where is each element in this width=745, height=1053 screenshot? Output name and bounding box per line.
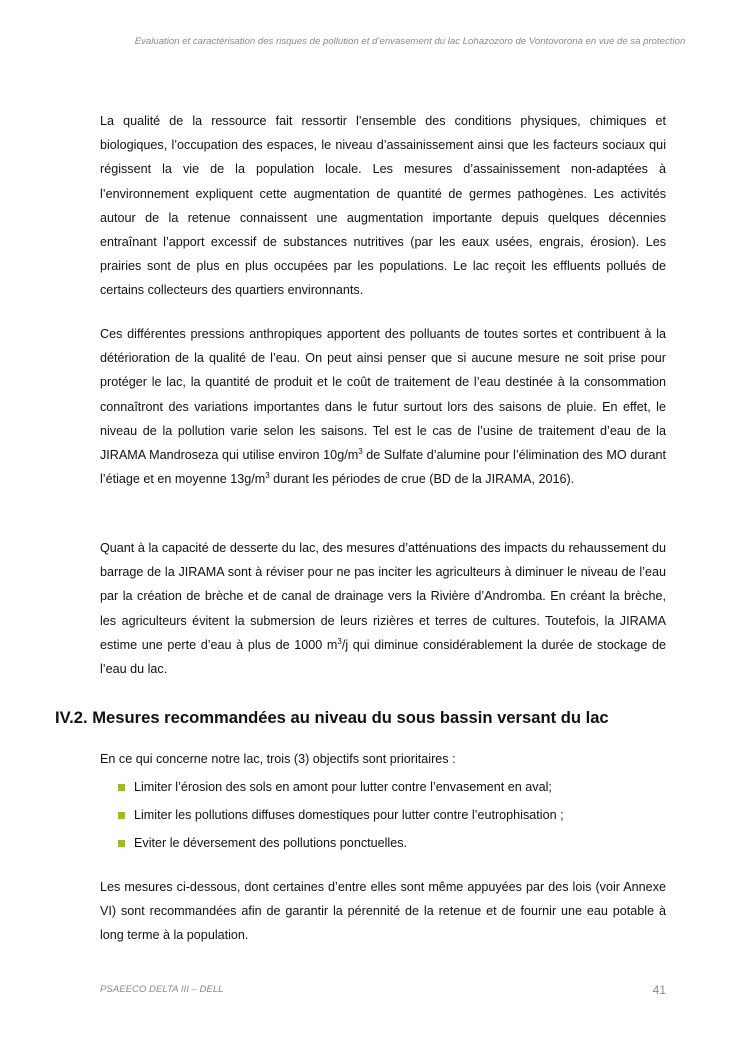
paragraph-anthropic-pressures: [100, 322, 666, 491]
square-bullet-icon: [118, 840, 125, 847]
list-item-text: Limiter les pollutions diffuses domestiques pour lutter contre l’eutrophisation ;: [134, 808, 564, 822]
square-bullet-icon: [118, 812, 125, 819]
p2-superscript-1: 3: [358, 446, 363, 456]
running-header: Evaluation et caractérisation des risques de pollution et d’envasement du lac Lohazozoro de Vontovorona en vue de sa protection: [134, 36, 686, 47]
list-item-text: Limiter l’érosion des sols en amont pour lutter contre l’envasement en aval;: [134, 780, 552, 794]
list-item: [118, 801, 564, 829]
paragraph-lake-capacity: [100, 536, 666, 681]
p2-text-2: de Sulfate d’alumine pour l’élimination des MO durant l’étiage et en moyenne 13g/m: [100, 448, 666, 487]
objectives-list: [118, 773, 564, 857]
p3-text-1: Quant à la capacité de desserte du lac, des mesures d’atténuations des impacts du rehaussement du barrage de la JIRAMA sont à réviser pour ne pas inciter les agriculteurs à diminuer le niveau de l’eau par la création de brèche et de canal de drainage vers la Rivière d’Andromba. En créant la brèche, les agriculteurs évitent la submersion de leurs rizières et terres de cultures. Toutefois, la JIRAMA estime une perte d’eau à plus de 1000 m: [100, 541, 666, 652]
p2-text-1: Ces différentes pressions anthropiques apportent des polluants de toutes sortes et contribuent à la détérioration de la qualité de l’eau. On peut ainsi penser que si aucune mesure ne soit prise pour protéger le lac, la quantité de produit et le coût de traitement de l’eau destinée à la consommation connaîtront des variations importantes dans le futur surtout lors des saisons de pluie. En effet, le niveau de la pollution varie selon les saisons. Tel est le cas de l’usine de traitement d’eau de la JIRAMA Mandroseza qui utilise environ 10g/m: [100, 327, 666, 463]
section-heading: IV.2. Mesures recommandées au niveau du sous bassin versant du lac: [55, 708, 609, 727]
objectives-intro: En ce qui concerne notre lac, trois (3) objectifs sont prioritaires :: [100, 752, 456, 766]
list-item: [118, 773, 564, 801]
p3-text-2: /j qui diminue considérablement la durée de stockage de l’eau du lac.: [100, 637, 666, 677]
page-number: 41: [652, 983, 666, 997]
list-item: [118, 829, 564, 857]
paragraph-water-quality: La qualité de la ressource fait ressortir l’ensemble des conditions physiques, chimiques et biologiques, l’occupation des espaces, le niveau d’assainissement ainsi que les facteurs sociaux qui régissent la vie de la population locale. Les mesures d’assainissement non-adaptées à l’environnement expliquent cette augmentation de quantité de germes pathogènes. Les activités autour de la retenue connaissent une augmentation importante depuis quelques décennies entraînant l’apport excessif de substances nutritives (par les eaux usées, engrais, érosion). Les prairies sont de plus en plus occupées par les populations. Le lac reçoit les effluents pollués de certains collecteurs des quartiers environnants.: [100, 114, 666, 298]
p3-superscript: 3: [337, 636, 342, 646]
footer-label: PSAEECO DELTA III – DELL: [100, 984, 224, 995]
paragraph-recommended-measures: Les mesures ci-dessous, dont certaines d’entre elles sont même appuyées par des lois (voir Annexe VI) sont recommandées afin de garantir la pérennité de la retenue et de fournir une eau potable à long terme à la population.: [100, 880, 666, 943]
list-item-text: Eviter le déversement des pollutions ponctuelles.: [134, 836, 408, 850]
p2-text-3: durant les périodes de crue (BD de la JIRAMA, 2016).: [269, 472, 575, 487]
square-bullet-icon: [118, 784, 125, 791]
p2-superscript-2: 3: [265, 471, 270, 481]
